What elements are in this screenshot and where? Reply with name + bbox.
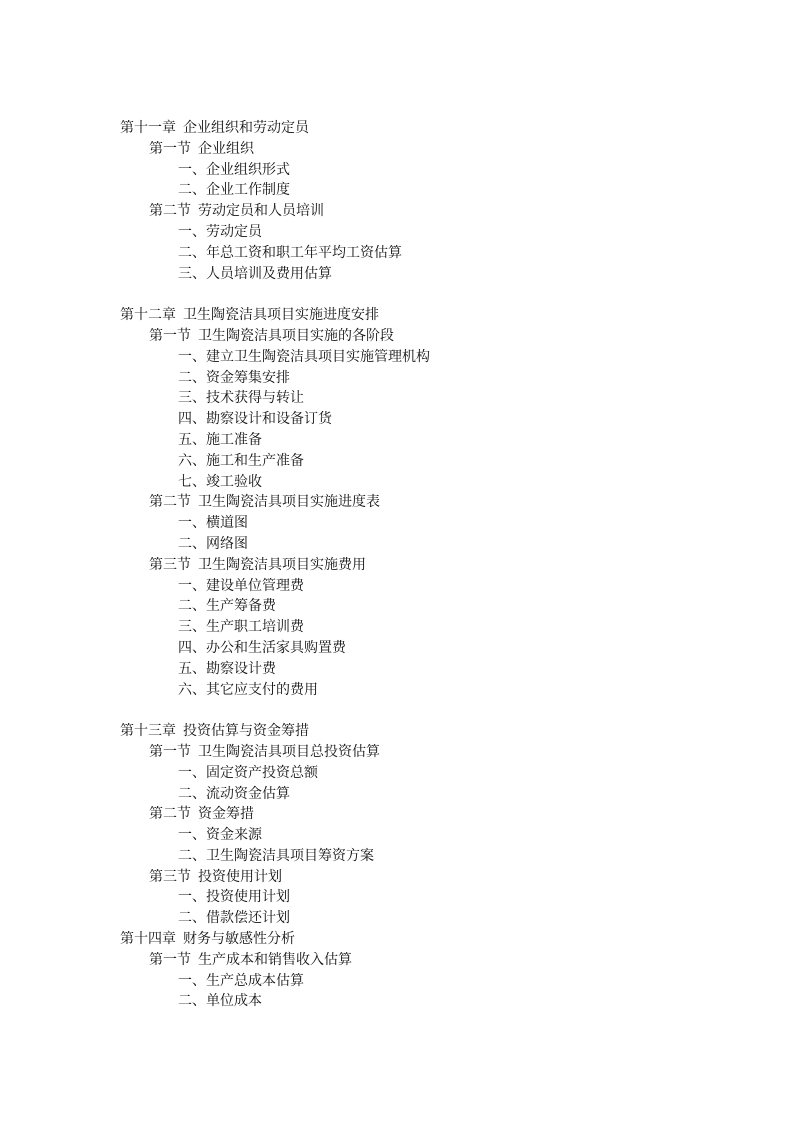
chapter-number: 第十四章 [120,931,176,948]
toc-item: 二、流动资金估算 [178,785,290,802]
section-title: 生产成本和销售收入估算 [198,951,352,968]
chapter-heading [120,929,720,950]
toc-item: 五、施工准备 [178,431,262,448]
chapter-heading [120,118,720,139]
section-number: 第一节 [149,327,191,344]
toc-item: 一、劳动定员 [178,223,262,240]
toc-item: 三、生产职工培训费 [178,619,304,636]
section-heading [120,326,720,347]
section-number: 第三节 [149,868,191,885]
section-number: 第二节 [149,494,191,511]
toc-item: 一、投资使用计划 [178,889,290,906]
toc-item: 一、横道图 [178,515,248,532]
section-title: 卫生陶瓷洁具项目实施进度表 [198,494,380,511]
toc-item: 三、技术获得与转让 [178,390,304,407]
toc-item: 七、竣工验收 [178,473,262,490]
section-number: 第一节 [149,743,191,760]
toc-item: 六、其它应支付的费用 [178,681,318,698]
section-heading [120,804,720,825]
toc-item: 五、勘察设计费 [178,660,276,677]
section-title: 企业组织 [198,140,254,157]
section-heading [120,867,720,888]
toc-item: 四、办公和生活家具购置费 [178,639,346,656]
toc-item: 一、建设单位管理费 [178,577,304,594]
section-title: 投资使用计划 [198,868,282,885]
chapter-spacer [120,284,720,305]
chapter-title: 企业组织和劳动定员 [183,120,309,136]
toc-item: 四、勘察设计和设备订货 [178,411,332,428]
toc-item: 二、生产筹备费 [178,598,276,615]
section-heading [120,950,720,971]
section-title: 卫生陶瓷洁具项目实施费用 [198,556,366,573]
toc-item: 二、网络图 [178,535,248,552]
section-number: 第一节 [149,951,191,968]
section-number: 第二节 [149,806,191,823]
toc-item: 六、施工和生产准备 [178,452,304,469]
toc-item: 一、固定资产投资总额 [178,764,318,781]
toc-item: 一、生产总成本估算 [178,972,304,989]
section-title: 资金筹措 [198,806,254,823]
toc-item: 一、企业组织形式 [178,161,290,178]
section-title: 卫生陶瓷洁具项目实施的各阶段 [198,327,394,344]
section-heading [120,492,720,513]
chapter-heading [120,305,720,326]
toc-item: 二、借款偿还计划 [178,910,290,927]
chapter-title: 卫生陶瓷洁具项目实施进度安排 [183,307,379,324]
toc-item: 二、资金筹集安排 [178,369,290,386]
toc-item: 一、资金来源 [178,827,262,844]
toc-item: 二、单位成本 [178,993,262,1010]
table-of-contents [120,118,720,1012]
section-heading [120,139,720,160]
chapter-spacer [120,700,720,721]
toc-item: 二、卫生陶瓷洁具项目筹资方案 [178,847,374,864]
section-number: 第一节 [149,140,191,157]
section-heading [120,555,720,576]
section-heading [120,742,720,763]
chapter-number: 第十三章 [120,723,176,740]
chapter-title: 财务与敏感性分析 [183,931,295,948]
toc-item: 一、建立卫生陶瓷洁具项目实施管理机构 [178,348,430,365]
section-title: 劳动定员和人员培训 [198,203,324,220]
chapter-title: 投资估算与资金筹措 [183,723,309,740]
section-number: 第二节 [149,203,191,220]
chapter-number: 第十二章 [120,307,176,324]
toc-item: 二、企业工作制度 [178,182,290,199]
toc-item: 三、人员培训及费用估算 [178,265,332,282]
chapter-number: 第十一章 [120,120,176,136]
section-title: 卫生陶瓷洁具项目总投资估算 [198,743,380,760]
section-number: 第三节 [149,556,191,573]
toc-item: 二、年总工资和职工年平均工资估算 [178,244,402,261]
section-heading [120,201,720,222]
chapter-heading [120,721,720,742]
